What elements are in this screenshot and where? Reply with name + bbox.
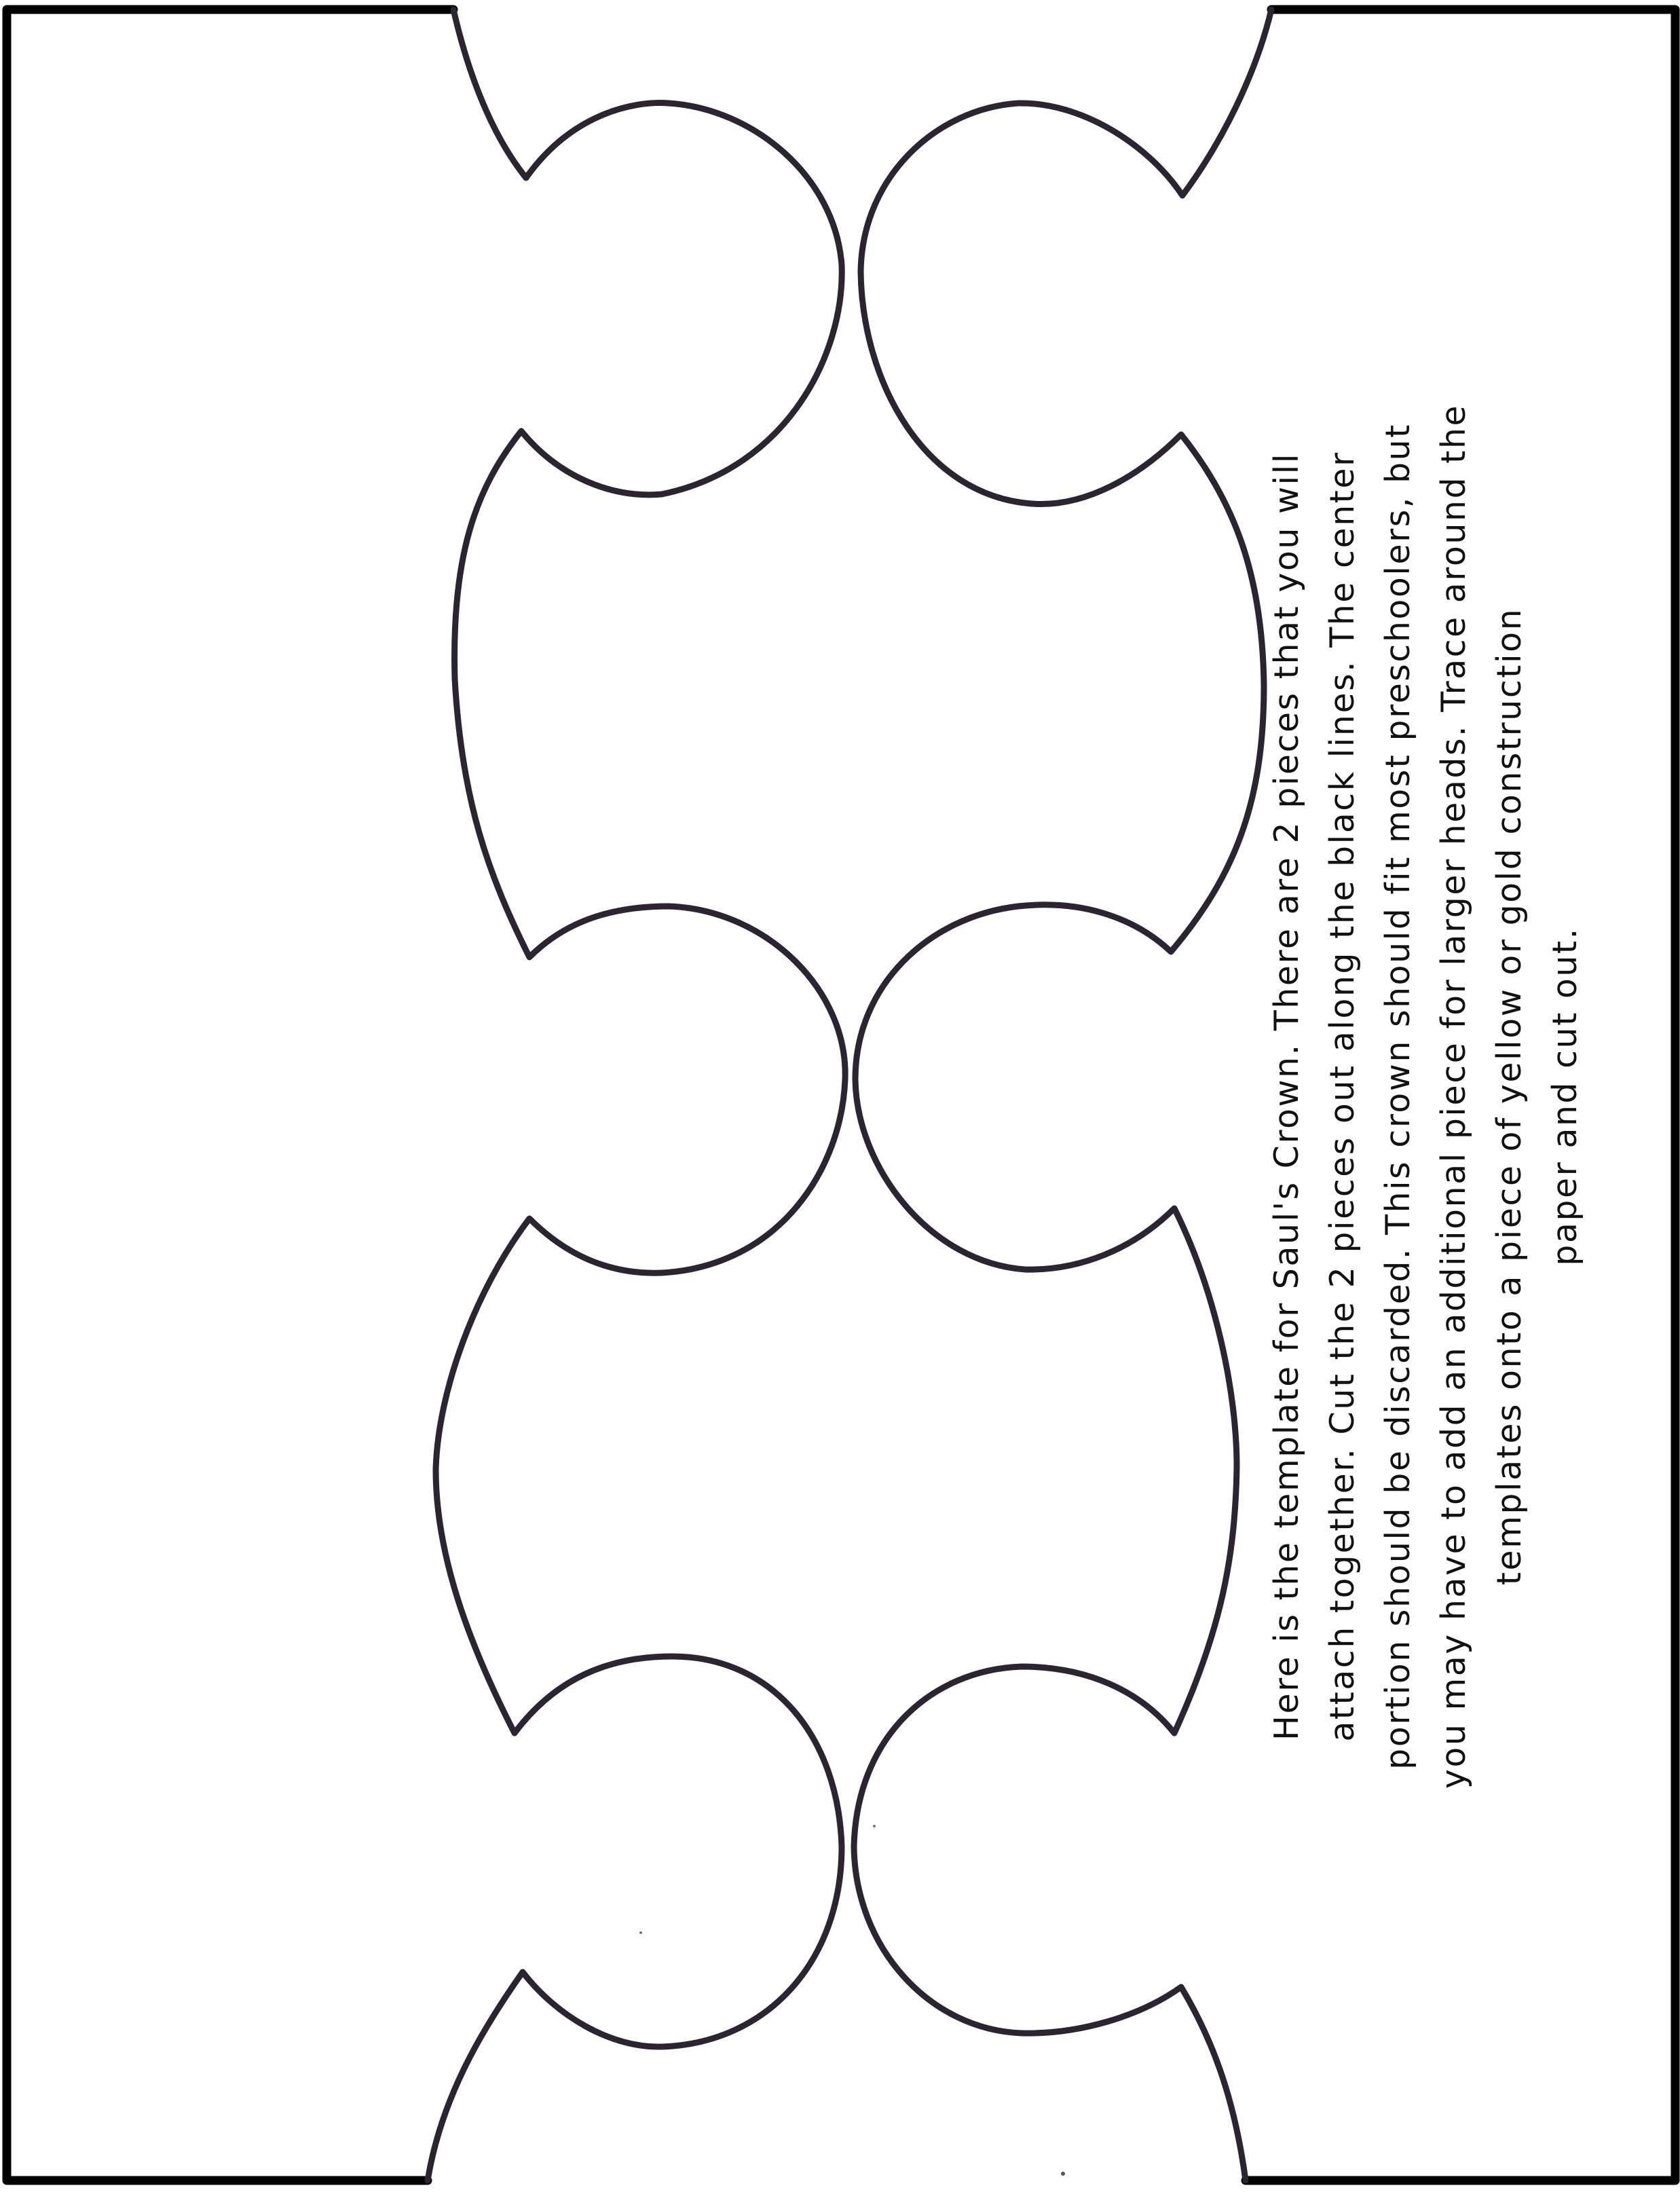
left-piece-scalloped-edge — [428, 10, 845, 2180]
speck-mark — [639, 1931, 642, 1934]
instructions-line: Here is the template for Saul's Crown. There are 2 pieces that you will — [1267, 452, 1306, 1741]
instructions-line: templates onto a piece of yellow or gold construction — [1490, 607, 1529, 1586]
right-piece-scalloped-edge — [854, 10, 1271, 2180]
instructions-line: portion should be discarded. This crown should fit most preschoolers, but — [1379, 423, 1417, 1770]
instructions-line: attach together. Cut the 2 pieces out along the black lines. The center — [1323, 451, 1362, 1742]
left-crown-piece — [7, 10, 845, 2180]
speck-mark — [1061, 2172, 1065, 2176]
left-piece-outer-border — [7, 10, 453, 2180]
instructions-line: paper and cut out. — [1546, 927, 1584, 1266]
instructions-line: you may have to add an additional piece for larger heads. Trace around the — [1434, 403, 1473, 1789]
instructions-text — [1259, 316, 1599, 1877]
speck-mark — [873, 1825, 876, 1827]
